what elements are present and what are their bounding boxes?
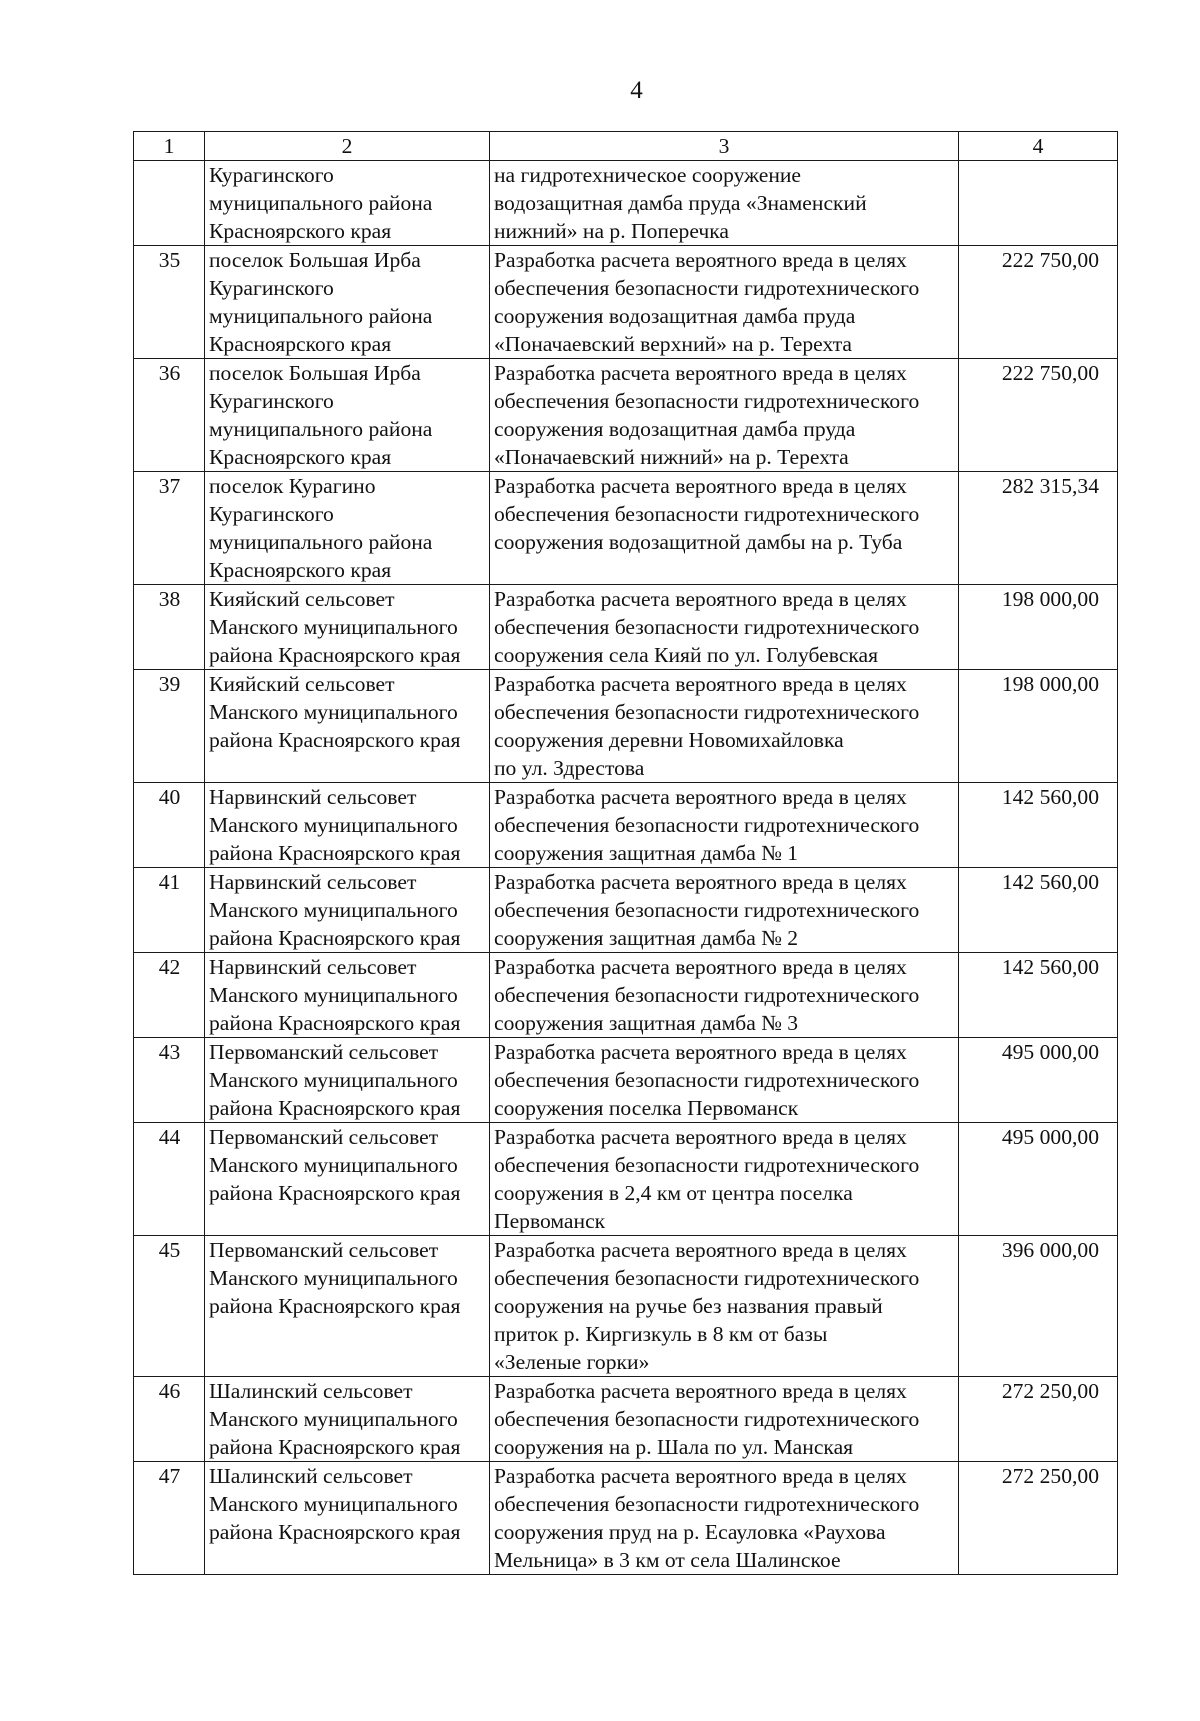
table-row [134,359,1118,472]
purpose-text: на гидротехническое сооружение водозащитная дамба пруда «Знаменский нижний» на р. Поперечка [490,161,959,246]
funding-table [133,131,1118,1575]
purpose-text: Разработка расчета вероятного вреда в целях обеспечения безопасности гидротехнического сооружения поселка Первоманск [490,1038,959,1123]
table-row [134,1123,1118,1236]
row-number: 47 [134,1462,205,1575]
recipient-name: поселок Большая Ирба Курагинского муниципального района Красноярского края [205,359,490,472]
purpose-text: Разработка расчета вероятного вреда в целях обеспечения безопасности гидротехнического сооружения на р. Шала по ул. Манская [490,1377,959,1462]
recipient-name: Курагинского муниципального района Красноярского края [205,161,490,246]
recipient-name: Нарвинский сельсовет Манского муниципального района Красноярского края [205,953,490,1038]
recipient-name: Первоманский сельсовет Манского муниципального района Красноярского края [205,1038,490,1123]
table-row [134,1377,1118,1462]
amount-value: 198 000,00 [959,585,1118,670]
purpose-text: Разработка расчета вероятного вреда в целях обеспечения безопасности гидротехнического сооружения защитная дамба № 1 [490,783,959,868]
table-row [134,1462,1118,1575]
row-number: 41 [134,868,205,953]
table-row [134,670,1118,783]
table-row [134,1038,1118,1123]
recipient-name: Кияйский сельсовет Манского муниципального района Красноярского края [205,670,490,783]
table-row [134,585,1118,670]
row-number: 44 [134,1123,205,1236]
amount-value: 495 000,00 [959,1123,1118,1236]
amount-value: 222 750,00 [959,359,1118,472]
recipient-name: Нарвинский сельсовет Манского муниципального района Красноярского края [205,783,490,868]
purpose-text: Разработка расчета вероятного вреда в целях обеспечения безопасности гидротехнического сооружения защитная дамба № 2 [490,868,959,953]
table-row [134,868,1118,953]
amount-value: 142 560,00 [959,868,1118,953]
purpose-text: Разработка расчета вероятного вреда в целях обеспечения безопасности гидротехнического сооружения на ручье без названия правый приток р. Киргизкуль в 8 км от базы «Зеленые горки» [490,1236,959,1377]
row-number: 40 [134,783,205,868]
recipient-name: поселок Курагино Курагинского муниципального района Красноярского края [205,472,490,585]
amount-value: 282 315,34 [959,472,1118,585]
purpose-text: Разработка расчета вероятного вреда в целях обеспечения безопасности гидротехнического сооружения водозащитная дамба пруда «Поначаевский нижний» на р. Терехта [490,359,959,472]
purpose-text: Разработка расчета вероятного вреда в целях обеспечения безопасности гидротехнического сооружения защитная дамба № 3 [490,953,959,1038]
row-number: 38 [134,585,205,670]
page-number: 4 [630,77,643,104]
purpose-text: Разработка расчета вероятного вреда в целях обеспечения безопасности гидротехнического сооружения пруд на р. Есауловка «Раухова Мельница» в 3 км от села Шалинское [490,1462,959,1575]
amount-value [959,161,1118,246]
row-number: 39 [134,670,205,783]
row-number: 43 [134,1038,205,1123]
table-row [134,246,1118,359]
purpose-text: Разработка расчета вероятного вреда в целях обеспечения безопасности гидротехнического сооружения в 2,4 км от центра поселка Первоманск [490,1123,959,1236]
amount-value: 272 250,00 [959,1462,1118,1575]
table-header-row [134,132,1118,161]
recipient-name: Шалинский сельсовет Манского муниципального района Красноярского края [205,1462,490,1575]
table-row [134,783,1118,868]
amount-value: 495 000,00 [959,1038,1118,1123]
purpose-text: Разработка расчета вероятного вреда в целях обеспечения безопасности гидротехнического сооружения водозащитная дамба пруда «Поначаевский верхний» на р. Терехта [490,246,959,359]
amount-value: 142 560,00 [959,783,1118,868]
purpose-text: Разработка расчета вероятного вреда в целях обеспечения безопасности гидротехнического сооружения водозащитной дамбы на р. Туба [490,472,959,585]
table-row [134,1236,1118,1377]
recipient-name: Кияйский сельсовет Манского муниципального района Красноярского края [205,585,490,670]
header-cell-3: 3 [490,132,959,161]
table-row [134,472,1118,585]
header-cell-4: 4 [959,132,1118,161]
recipient-name: Нарвинский сельсовет Манского муниципального района Красноярского края [205,868,490,953]
amount-value: 222 750,00 [959,246,1118,359]
recipient-name: Первоманский сельсовет Манского муниципального района Красноярского края [205,1123,490,1236]
row-number: 42 [134,953,205,1038]
row-number: 35 [134,246,205,359]
header-cell-1: 1 [134,132,205,161]
table-body [134,132,1118,1575]
row-number [134,161,205,246]
amount-value: 142 560,00 [959,953,1118,1038]
purpose-text: Разработка расчета вероятного вреда в целях обеспечения безопасности гидротехнического сооружения деревни Новомихайловка по ул. Здрестова [490,670,959,783]
amount-value: 396 000,00 [959,1236,1118,1377]
header-cell-2: 2 [205,132,490,161]
row-number: 45 [134,1236,205,1377]
row-number: 37 [134,472,205,585]
recipient-name: Первоманский сельсовет Манского муниципального района Красноярского края [205,1236,490,1377]
amount-value: 198 000,00 [959,670,1118,783]
row-number: 46 [134,1377,205,1462]
table-row [134,161,1118,246]
purpose-text: Разработка расчета вероятного вреда в целях обеспечения безопасности гидротехнического сооружения села Кияй по ул. Голубевская [490,585,959,670]
recipient-name: Шалинский сельсовет Манского муниципального района Красноярского края [205,1377,490,1462]
amount-value: 272 250,00 [959,1377,1118,1462]
recipient-name: поселок Большая Ирба Курагинского муниципального района Красноярского края [205,246,490,359]
row-number: 36 [134,359,205,472]
table-row [134,953,1118,1038]
